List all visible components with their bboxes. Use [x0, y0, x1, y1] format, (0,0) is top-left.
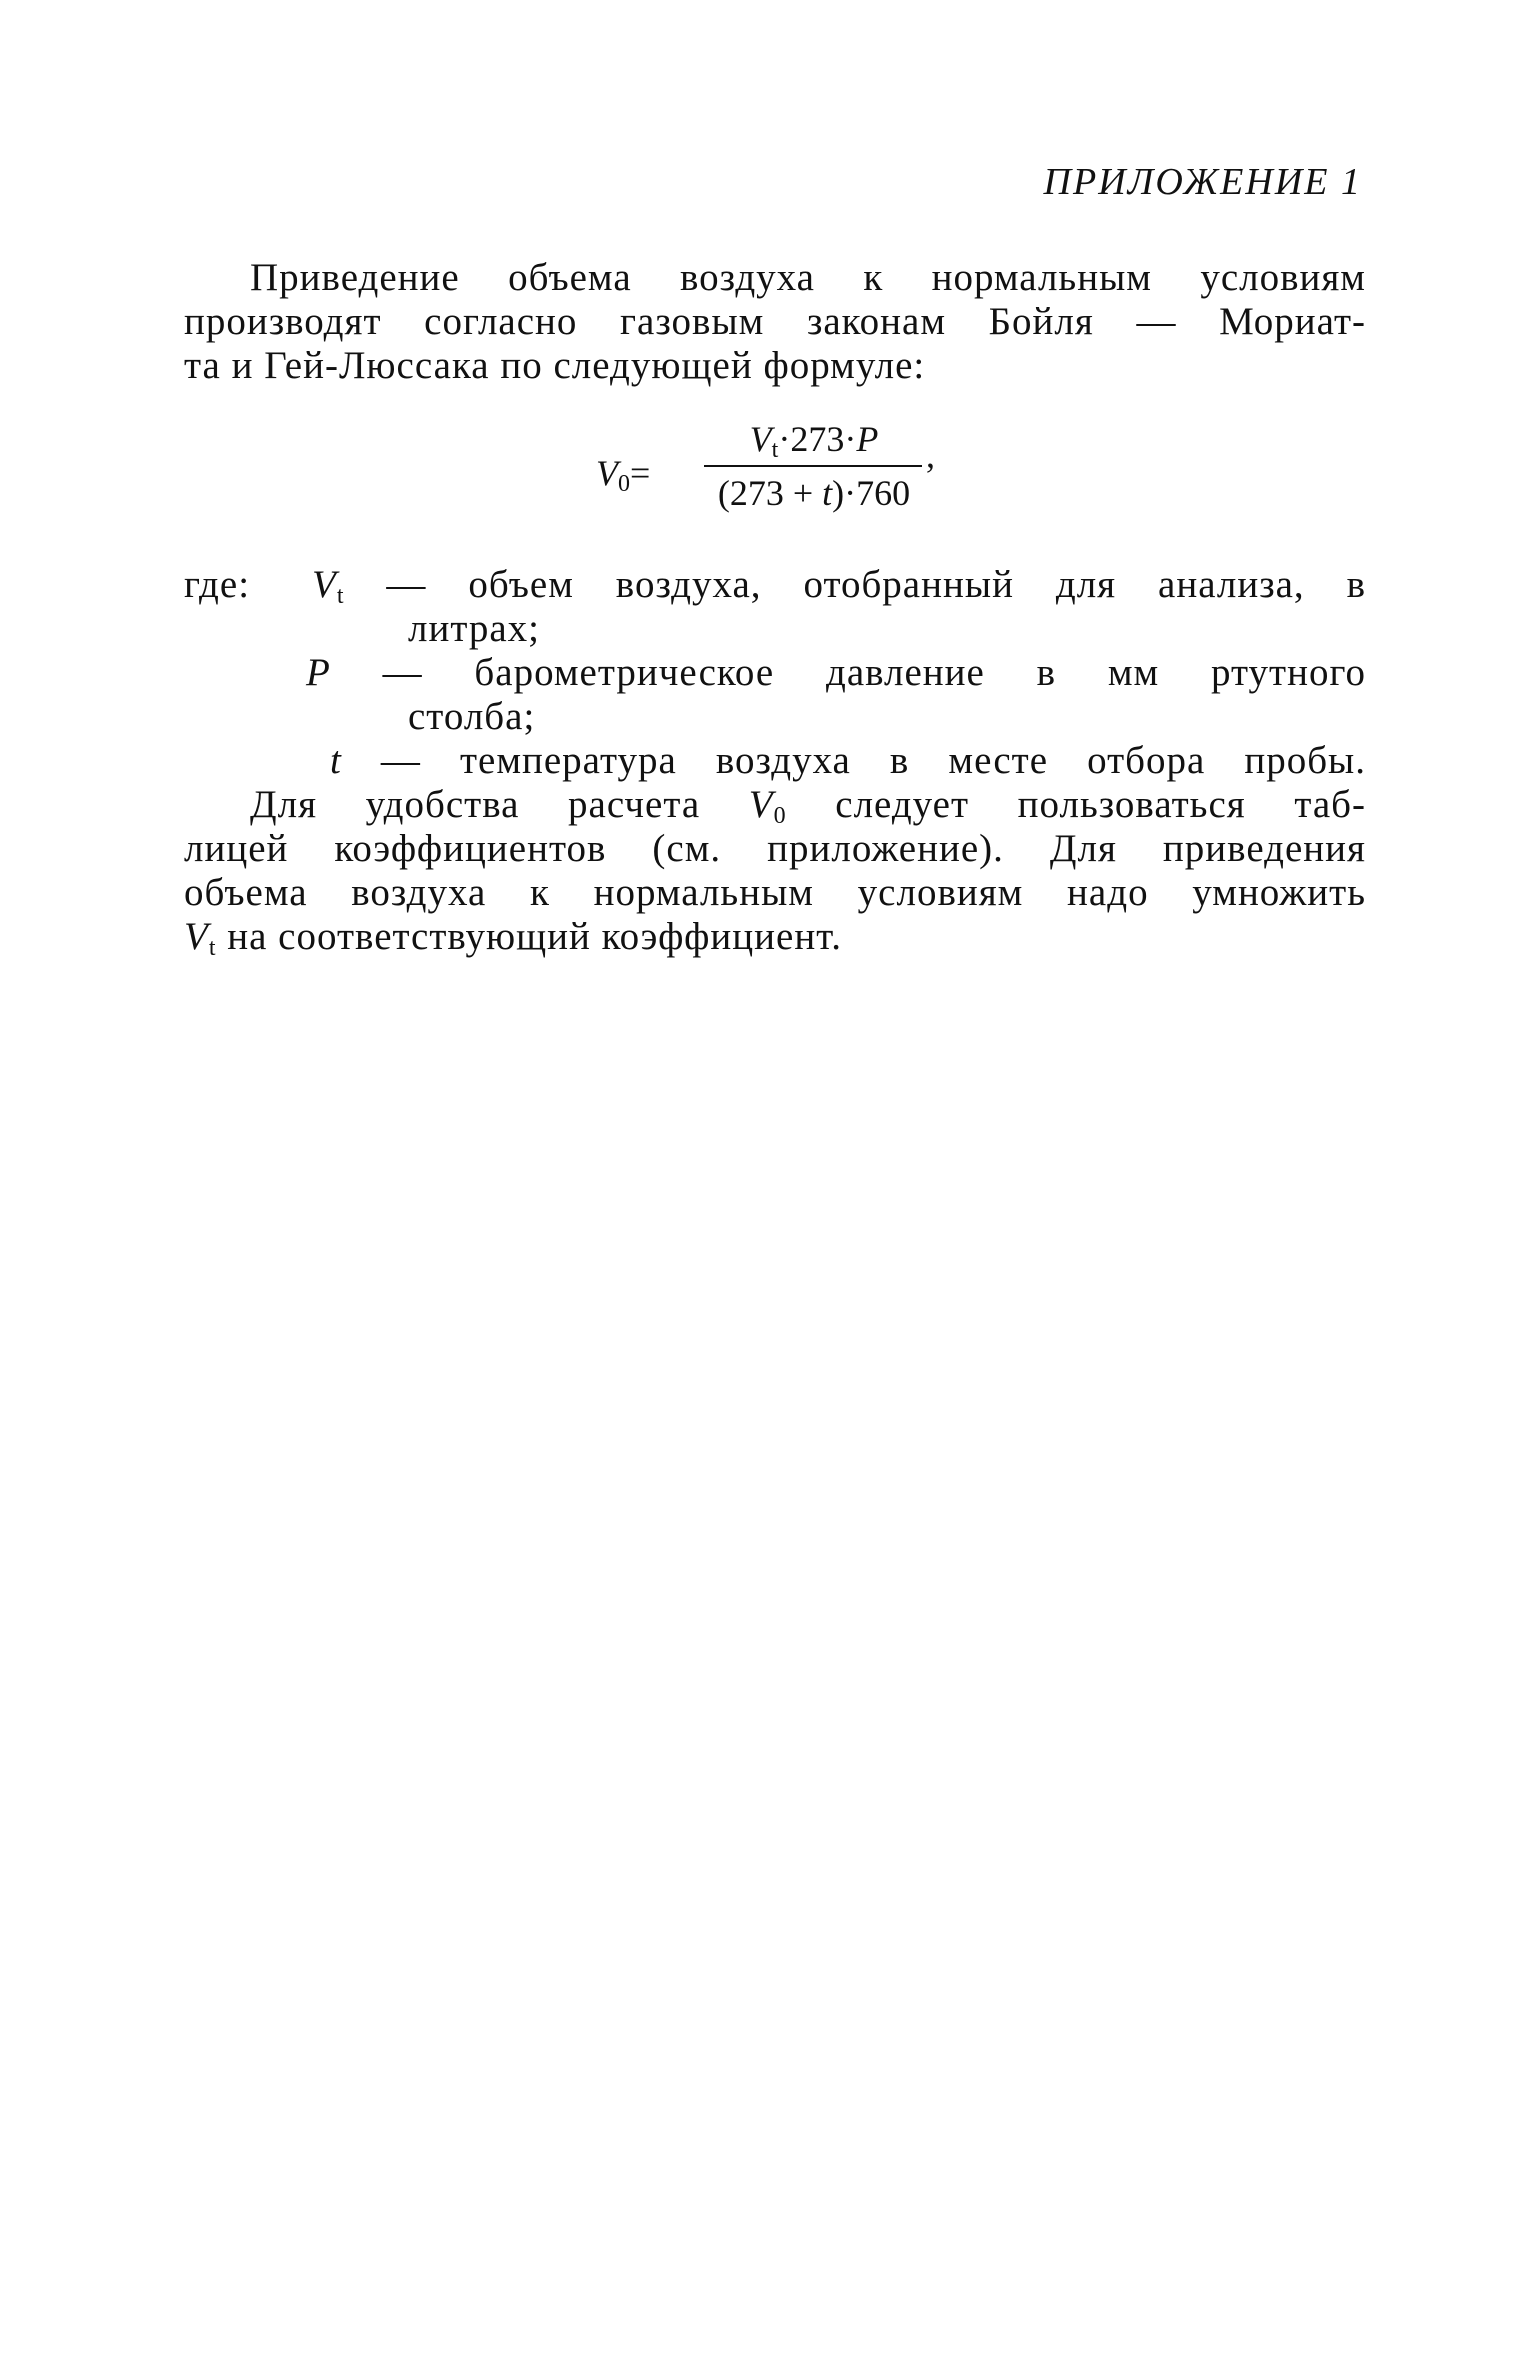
closing-line-4-after: на соответствующий коэффициент.: [216, 915, 843, 958]
formula-numerator: [704, 418, 924, 464]
definition-p-line-1: [306, 651, 1366, 695]
closing-v0-symbol: V: [748, 783, 774, 826]
intro-line-2: производят согласно газовым законам Бойля — Мориат-: [184, 300, 1366, 343]
formula-equals: =: [630, 453, 651, 493]
formula-trailing-comma: ,: [926, 435, 935, 475]
closing-vt-symbol: V: [184, 915, 209, 958]
definition-t-line-1: [330, 739, 1366, 783]
closing-line-2: лицей коэффициентов (см. приложение). Для приведения: [184, 827, 1366, 870]
definition-p-text: — барометрическое давление в мм ртутного: [330, 651, 1366, 694]
definition-p-symbol: P: [306, 651, 331, 694]
closing-line-3: объема воздуха к нормальным условиям надо умножить: [184, 871, 1366, 914]
definition-vt-line-1: [312, 563, 1366, 607]
formula-numerator-symbol: V: [749, 419, 772, 459]
closing-line-1-after: следует пользоваться таб-: [786, 783, 1366, 826]
formula-denominator-t: t: [822, 473, 833, 513]
closing-vt-subscript: t: [208, 935, 217, 961]
formula: [0, 412, 1536, 532]
appendix-heading: ПРИЛОЖЕНИЕ 1: [1043, 161, 1362, 203]
closing-line-4: [184, 915, 1366, 959]
definition-vt-symbol: V: [312, 563, 337, 606]
formula-numerator-p: P: [856, 419, 879, 459]
formula-numerator-subscript: t: [771, 437, 779, 463]
fraction-bar: [704, 465, 922, 467]
definition-vt-line-2: литрах;: [408, 607, 540, 650]
formula-numerator-rest: ·273·: [778, 419, 857, 459]
intro-line-1: Приведение объема воздуха к нормальным условиям: [250, 256, 1366, 299]
formula-lhs-symbol: V: [596, 453, 618, 493]
formula-denominator-close: )·760: [832, 473, 911, 513]
formula-lhs: [596, 452, 650, 498]
closing-line-1-before: Для удобства расчета: [250, 783, 749, 826]
definition-vt-text: — объем воздуха, отобранный для анализа, в: [344, 563, 1366, 606]
formula-lhs-subscript: 0: [618, 471, 630, 497]
definition-t-text: — температура воздуха в месте отбора пробы.: [341, 739, 1366, 782]
closing-line-1: [250, 783, 1366, 827]
definition-vt-subscript: t: [336, 583, 345, 609]
formula-denominator-open: (273 +: [717, 473, 823, 513]
formula-denominator: [704, 472, 924, 514]
definition-t-symbol: t: [330, 739, 342, 782]
definitions-label: где:: [184, 563, 251, 606]
definition-p-line-2: столба;: [408, 695, 536, 738]
closing-v0-subscript: 0: [773, 803, 787, 829]
intro-line-3: та и Гей-Люссака по следующей формуле:: [184, 344, 926, 387]
